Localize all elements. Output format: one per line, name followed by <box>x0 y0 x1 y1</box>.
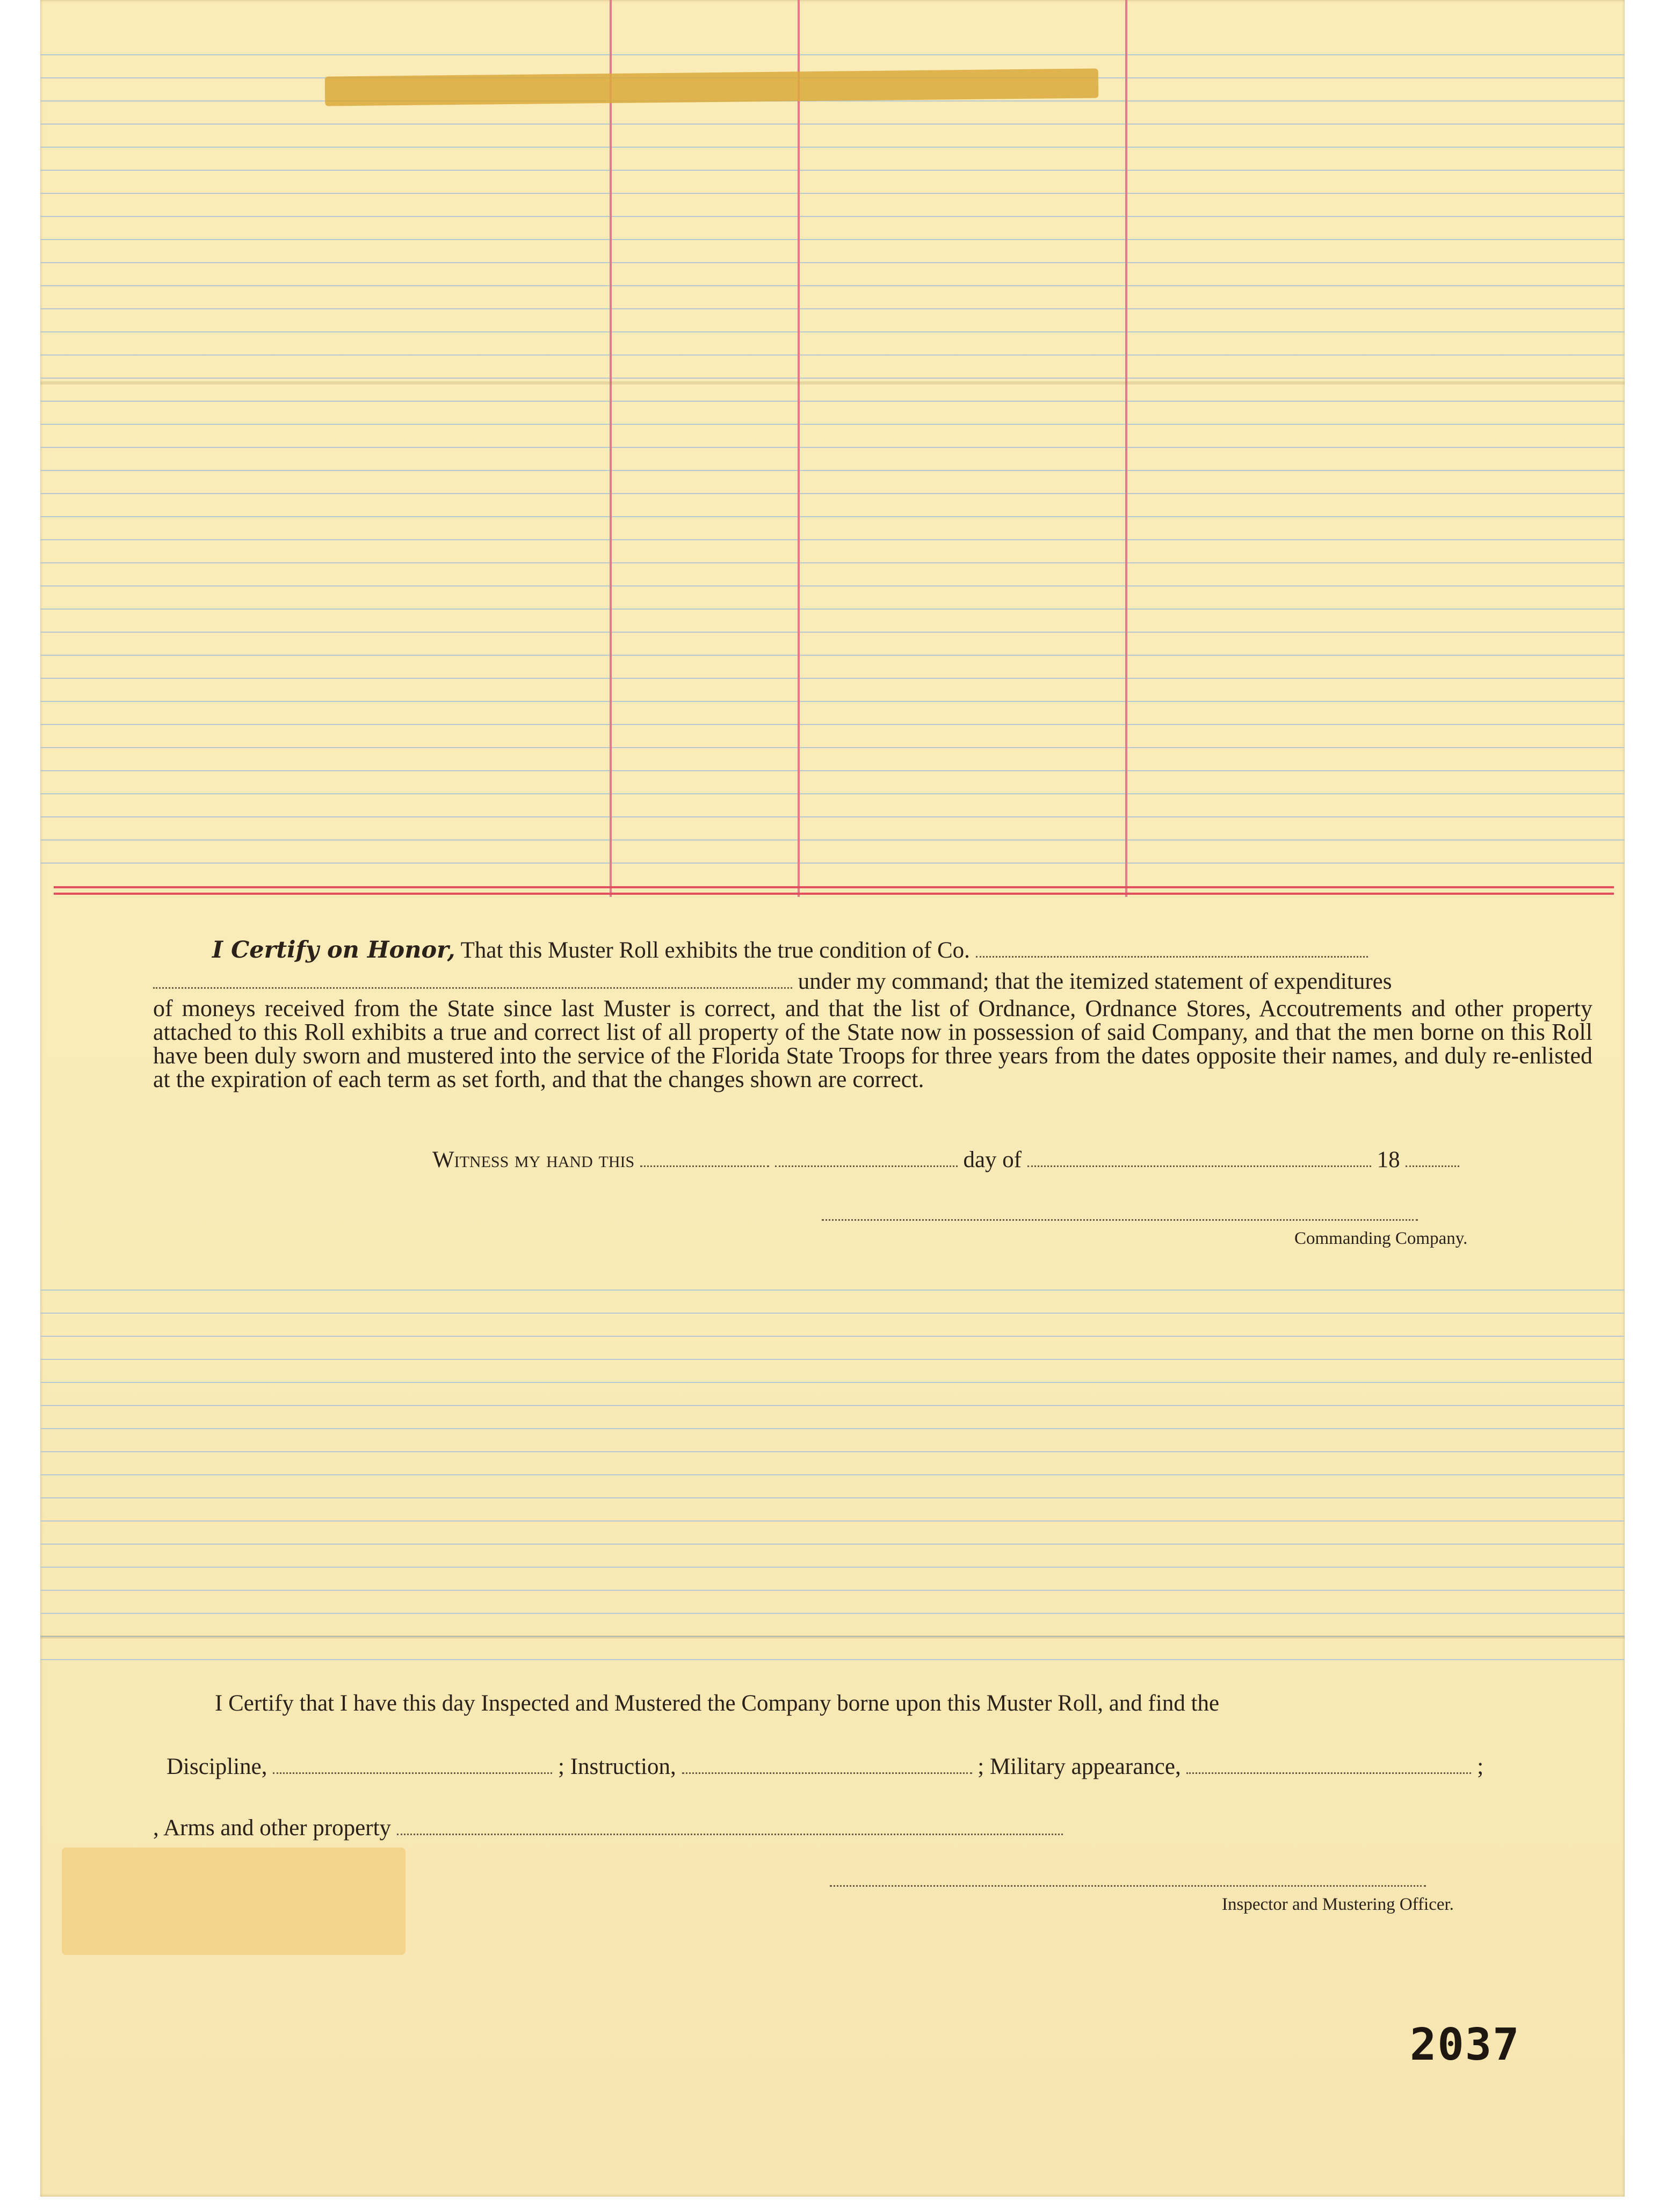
column-rule-3 <box>1125 0 1127 897</box>
year-blank <box>1406 1165 1459 1167</box>
inspection-intro-text: I Certify that I have this day Inspected and Mustered the Company borne upon this Muster Roll, and find the <box>215 1691 1220 1716</box>
military-appearance-label: ; Military appearance, <box>977 1754 1181 1779</box>
discipline-label: Discipline, <box>166 1754 267 1779</box>
day-of-label: day of <box>963 1147 1022 1172</box>
fold-crease-top <box>40 381 1625 385</box>
witness-line <box>432 1148 1459 1171</box>
certify-line-2 <box>153 970 1392 993</box>
line-end-semicolon: ; <box>1477 1754 1484 1779</box>
arms-label: , Arms and other property <box>153 1815 392 1841</box>
discipline-blank <box>273 1772 552 1774</box>
commanding-signature-line <box>822 1219 1418 1221</box>
certify-heading: I Certify on Honor, <box>212 937 455 964</box>
ruled-lines-middle <box>40 1267 1625 1665</box>
paper-stain <box>62 1848 405 1955</box>
witness-day-blank <box>640 1165 769 1167</box>
year-prefix: 18 <box>1377 1147 1400 1172</box>
instruction-label: ; Instruction, <box>558 1754 676 1779</box>
commanding-caption: Commanding Company. <box>1294 1229 1468 1248</box>
certify-body: of moneys received from the State since last Muster is correct, and that the list of Ordnance, Ordnance Stores, Accoutrements and other property attached to this Roll exhibits a true and correct list of all property of the State now in possession of said Company, and that the men borne on this Roll have been duly sworn and mustered into the service of the Florida State Troops for three years from the dates opposite their names, and duly re-enlisted at the expiration of each term as set forth, and that the changes shown are correct. <box>153 995 1592 1092</box>
instruction-blank <box>682 1772 972 1774</box>
inspection-line-3 <box>153 1816 1063 1839</box>
inspection-intro <box>215 1692 1219 1715</box>
command-blank <box>153 987 792 989</box>
certify-line-2-text: under my command; that the itemized statement of expenditures <box>798 969 1392 994</box>
witness-label: Witness my hand this <box>432 1147 635 1172</box>
inspection-line-2 <box>166 1755 1483 1778</box>
certify-line-1 <box>212 939 1368 962</box>
inspector-caption: Inspector and Mustering Officer. <box>1222 1895 1454 1914</box>
month-blank <box>1027 1165 1371 1167</box>
column-rule-1 <box>610 0 612 897</box>
certify-line-1-text: That this Muster Roll exhibits the true condition of Co. <box>460 938 970 963</box>
fold-crease-bottom <box>40 1635 1625 1639</box>
red-rule-upper <box>54 886 1614 888</box>
company-blank <box>976 955 1368 958</box>
document-page <box>40 0 1625 2197</box>
column-rule-2 <box>798 0 800 897</box>
ruled-lines-top <box>40 32 1625 881</box>
red-rule-lower <box>54 893 1614 895</box>
military-appearance-blank <box>1186 1772 1471 1774</box>
witness-blank-2 <box>775 1165 958 1167</box>
document-number: 2037 <box>1410 2019 1520 2070</box>
inspector-signature-line <box>830 1885 1426 1887</box>
arms-blank <box>397 1833 1063 1835</box>
